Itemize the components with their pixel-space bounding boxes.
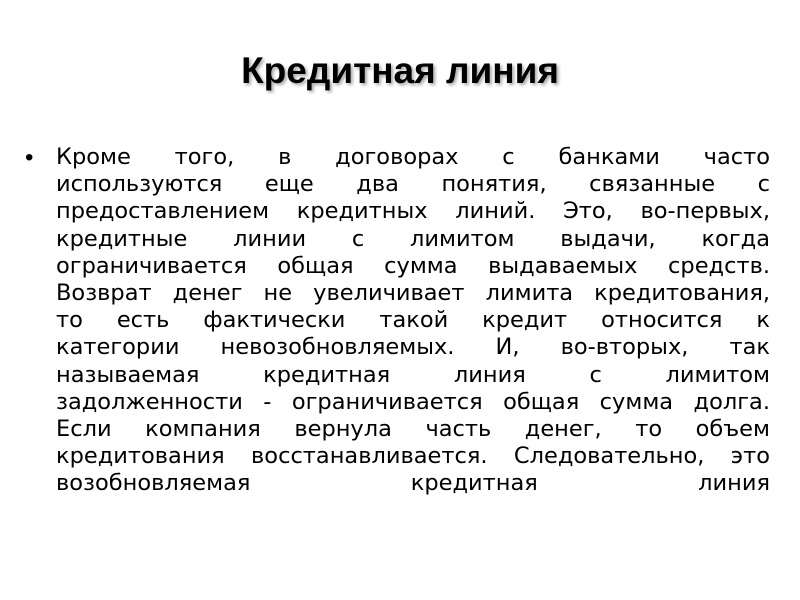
paragraph-line: задолженности - ограничивается общая сумма долга.: [56, 388, 770, 415]
paragraph-line: кредитные линии с лимитом выдачи, когда: [56, 225, 770, 252]
bullet-item: [25, 144, 770, 498]
bullet-icon: •: [25, 144, 34, 171]
paragraph-line: используются еще два понятия, связанные с: [56, 171, 770, 198]
paragraph-line: предоставлением кредитных линий. Это, во-первых,: [56, 198, 770, 225]
paragraph-line: возобновляемая кредитная линия: [56, 470, 770, 497]
slide-title: Кредитная линия: [241, 50, 559, 91]
paragraph-line: Возврат денег не увеличивает лимита кредитования,: [56, 280, 770, 307]
paragraph-line: ограничивается общая сумма выдаваемых средств.: [56, 252, 770, 279]
paragraph-line: Кроме того, в договорах с банками часто: [56, 144, 770, 170]
paragraph-line: то есть фактически такой кредит относится к: [56, 307, 770, 334]
paragraph-line: кредитования восстанавливается. Следовательно, это: [56, 443, 770, 470]
paragraph-line: называемая кредитная линия с лимитом: [56, 361, 770, 388]
paragraph: [56, 144, 770, 498]
paragraph-line: Если компания вернула часть денег, то объем: [56, 416, 770, 443]
bullet-list: [25, 144, 770, 498]
paragraph-line: категории невозобновляемых. И, во-вторых, так: [56, 334, 770, 361]
